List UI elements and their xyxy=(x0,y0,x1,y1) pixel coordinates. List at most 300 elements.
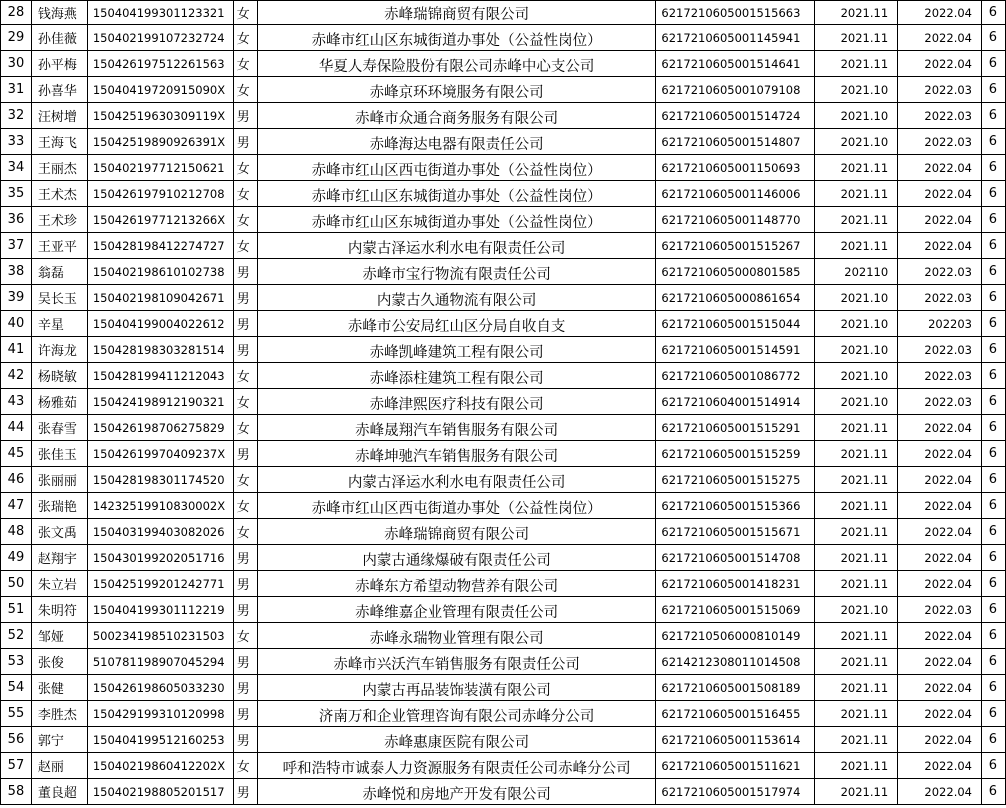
employer-cell: 赤峰晟翔汽车销售服务有限公司 xyxy=(257,415,656,441)
person-name-cell: 赵翔宇 xyxy=(31,545,87,571)
months-cell: 6 xyxy=(981,519,1005,545)
end-month-cell: 2022.03 xyxy=(898,259,982,285)
person-name-cell: 张健 xyxy=(31,675,87,701)
months-cell: 6 xyxy=(981,1,1005,25)
id-number-cell: 510781198907045294 xyxy=(87,649,233,675)
end-month-cell: 2022.04 xyxy=(898,623,982,649)
id-number-cell: 150402198610102738 xyxy=(87,259,233,285)
gender-cell: 女 xyxy=(233,155,257,181)
row-number-cell: 54 xyxy=(1,675,32,701)
bank-account-cell: 6217210506000810149 xyxy=(656,623,815,649)
start-month-cell: 2021.10 xyxy=(815,77,898,103)
row-number-cell: 49 xyxy=(1,545,32,571)
bank-account-cell: 6217210605001514807 xyxy=(656,129,815,155)
table-row xyxy=(1,207,1006,233)
start-month-cell: 2021.11 xyxy=(815,181,898,207)
table-row xyxy=(1,285,1006,311)
table-row xyxy=(1,623,1006,649)
end-month-cell: 2022.04 xyxy=(898,727,982,753)
id-number-cell: 150404199004022612 xyxy=(87,311,233,337)
table-row xyxy=(1,727,1006,753)
start-month-cell: 2021.11 xyxy=(815,675,898,701)
end-month-cell: 2022.04 xyxy=(898,519,982,545)
months-cell: 6 xyxy=(981,623,1005,649)
start-month-cell: 2021.11 xyxy=(815,415,898,441)
bank-account-cell: 6217210605001515267 xyxy=(656,233,815,259)
employer-cell: 内蒙古再品装饰装潢有限公司 xyxy=(257,675,656,701)
id-number-cell: 15040419720915090X xyxy=(87,77,233,103)
months-cell: 6 xyxy=(981,649,1005,675)
bank-account-cell: 6217210605001511621 xyxy=(656,753,815,779)
table-row xyxy=(1,675,1006,701)
id-number-cell: 150424198912190321 xyxy=(87,389,233,415)
employer-cell: 赤峰市红山区东城街道办事处（公益性岗位） xyxy=(257,207,656,233)
end-month-cell: 2022.04 xyxy=(898,233,982,259)
bank-account-cell: 6217210605001145941 xyxy=(656,25,815,51)
months-cell: 6 xyxy=(981,753,1005,779)
gender-cell: 男 xyxy=(233,311,257,337)
start-month-cell: 2021.11 xyxy=(815,519,898,545)
employer-cell: 华夏人寿保险股份有限公司赤峰中心支公司 xyxy=(257,51,656,77)
table-row xyxy=(1,181,1006,207)
row-number-cell: 39 xyxy=(1,285,32,311)
id-number-cell: 14232519910830002X xyxy=(87,493,233,519)
end-month-cell: 2022.04 xyxy=(898,1,982,25)
employer-cell: 内蒙古久通物流有限公司 xyxy=(257,285,656,311)
row-number-cell: 34 xyxy=(1,155,32,181)
end-month-cell: 2022.03 xyxy=(898,337,982,363)
gender-cell: 男 xyxy=(233,545,257,571)
start-month-cell: 2021.11 xyxy=(815,571,898,597)
person-name-cell: 张佳玉 xyxy=(31,441,87,467)
employer-cell: 赤峰海达电器有限责任公司 xyxy=(257,129,656,155)
start-month-cell: 202110 xyxy=(815,259,898,285)
row-number-cell: 32 xyxy=(1,103,32,129)
start-month-cell: 2021.11 xyxy=(815,155,898,181)
id-number-cell: 150426197512261563 xyxy=(87,51,233,77)
bank-account-cell: 6217210605001516455 xyxy=(656,701,815,727)
end-month-cell: 2022.04 xyxy=(898,467,982,493)
months-cell: 6 xyxy=(981,727,1005,753)
months-cell: 6 xyxy=(981,129,1005,155)
employer-cell: 赤峰市红山区东城街道办事处（公益性岗位） xyxy=(257,181,656,207)
months-cell: 6 xyxy=(981,311,1005,337)
row-number-cell: 43 xyxy=(1,389,32,415)
id-number-cell: 150429199310120998 xyxy=(87,701,233,727)
start-month-cell: 2021.10 xyxy=(815,285,898,311)
id-number-cell: 150428199411212043 xyxy=(87,363,233,389)
start-month-cell: 2021.10 xyxy=(815,389,898,415)
id-number-cell: 150425199201242771 xyxy=(87,571,233,597)
bank-account-cell: 6217210605001515069 xyxy=(656,597,815,623)
start-month-cell: 2021.11 xyxy=(815,233,898,259)
bank-account-cell: 6217210605001515275 xyxy=(656,467,815,493)
employer-cell: 赤峰瑞锦商贸有限公司 xyxy=(257,1,656,25)
person-name-cell: 王术珍 xyxy=(31,207,87,233)
table-row xyxy=(1,493,1006,519)
end-month-cell: 2022.03 xyxy=(898,77,982,103)
id-number-cell: 150402197712150621 xyxy=(87,155,233,181)
table-row xyxy=(1,1,1006,25)
person-name-cell: 张瑞艳 xyxy=(31,493,87,519)
bank-account-cell: 6214212308011014508 xyxy=(656,649,815,675)
table-row xyxy=(1,415,1006,441)
gender-cell: 女 xyxy=(233,389,257,415)
end-month-cell: 2022.04 xyxy=(898,571,982,597)
end-month-cell: 2022.04 xyxy=(898,207,982,233)
end-month-cell: 2022.04 xyxy=(898,753,982,779)
person-name-cell: 邹娅 xyxy=(31,623,87,649)
person-name-cell: 孙平梅 xyxy=(31,51,87,77)
person-name-cell: 许海龙 xyxy=(31,337,87,363)
id-number-cell: 150426198605033230 xyxy=(87,675,233,701)
gender-cell: 男 xyxy=(233,675,257,701)
id-number-cell: 150402198805201517 xyxy=(87,779,233,805)
table-row xyxy=(1,103,1006,129)
row-number-cell: 51 xyxy=(1,597,32,623)
id-number-cell: 150404199512160253 xyxy=(87,727,233,753)
employer-cell: 赤峰市公安局红山区分局自收自支 xyxy=(257,311,656,337)
employer-cell: 赤峰市红山区西屯街道办事处（公益性岗位） xyxy=(257,155,656,181)
employer-cell: 赤峰添柱建筑工程有限公司 xyxy=(257,363,656,389)
table-row xyxy=(1,597,1006,623)
row-number-cell: 57 xyxy=(1,753,32,779)
id-number-cell: 15042519630309119X xyxy=(87,103,233,129)
employer-cell: 赤峰凯峰建筑工程有限公司 xyxy=(257,337,656,363)
table-row xyxy=(1,233,1006,259)
start-month-cell: 2021.11 xyxy=(815,207,898,233)
person-name-cell: 张春雪 xyxy=(31,415,87,441)
gender-cell: 女 xyxy=(233,77,257,103)
end-month-cell: 2022.04 xyxy=(898,51,982,77)
person-name-cell: 郭宁 xyxy=(31,727,87,753)
start-month-cell: 2021.10 xyxy=(815,337,898,363)
months-cell: 6 xyxy=(981,467,1005,493)
table-row xyxy=(1,129,1006,155)
months-cell: 6 xyxy=(981,51,1005,77)
row-number-cell: 29 xyxy=(1,25,32,51)
row-number-cell: 52 xyxy=(1,623,32,649)
id-number-cell: 500234198510231503 xyxy=(87,623,233,649)
gender-cell: 男 xyxy=(233,129,257,155)
table-row xyxy=(1,701,1006,727)
row-number-cell: 47 xyxy=(1,493,32,519)
row-number-cell: 58 xyxy=(1,779,32,805)
employer-cell: 济南万和企业管理咨询有限公司赤峰分公司 xyxy=(257,701,656,727)
months-cell: 6 xyxy=(981,233,1005,259)
gender-cell: 男 xyxy=(233,259,257,285)
row-number-cell: 53 xyxy=(1,649,32,675)
employer-cell: 赤峰坤驰汽车销售服务有限公司 xyxy=(257,441,656,467)
bank-account-cell: 6217210605001515259 xyxy=(656,441,815,467)
person-name-cell: 杨晓敏 xyxy=(31,363,87,389)
gender-cell: 男 xyxy=(233,285,257,311)
person-name-cell: 王亚平 xyxy=(31,233,87,259)
table-row xyxy=(1,649,1006,675)
months-cell: 6 xyxy=(981,415,1005,441)
bank-account-cell: 6217210605001515663 xyxy=(656,1,815,25)
person-name-cell: 王丽杰 xyxy=(31,155,87,181)
row-number-cell: 56 xyxy=(1,727,32,753)
person-name-cell: 张俊 xyxy=(31,649,87,675)
row-number-cell: 44 xyxy=(1,415,32,441)
months-cell: 6 xyxy=(981,389,1005,415)
start-month-cell: 2021.11 xyxy=(815,649,898,675)
bank-account-cell: 6217210605001153614 xyxy=(656,727,815,753)
end-month-cell: 2022.04 xyxy=(898,779,982,805)
bank-account-cell: 6217210605000861654 xyxy=(656,285,815,311)
end-month-cell: 2022.04 xyxy=(898,155,982,181)
id-number-cell: 15040219860412202X xyxy=(87,753,233,779)
months-cell: 6 xyxy=(981,779,1005,805)
bank-account-cell: 6217210605001517974 xyxy=(656,779,815,805)
months-cell: 6 xyxy=(981,675,1005,701)
bank-account-cell: 6217210605000801585 xyxy=(656,259,815,285)
gender-cell: 女 xyxy=(233,623,257,649)
employer-cell: 内蒙古泽运水利水电有限责任公司 xyxy=(257,467,656,493)
employer-cell: 赤峰市红山区西屯街道办事处（公益性岗位） xyxy=(257,493,656,519)
employer-cell: 赤峰维嘉企业管理有限责任公司 xyxy=(257,597,656,623)
months-cell: 6 xyxy=(981,259,1005,285)
person-name-cell: 辛星 xyxy=(31,311,87,337)
person-name-cell: 汪树增 xyxy=(31,103,87,129)
gender-cell: 男 xyxy=(233,727,257,753)
table-row xyxy=(1,337,1006,363)
bank-account-cell: 6217210605001514724 xyxy=(656,103,815,129)
gender-cell: 男 xyxy=(233,597,257,623)
bank-account-cell: 6217210605001086772 xyxy=(656,363,815,389)
id-number-cell: 15042519890926391X xyxy=(87,129,233,155)
employer-cell: 赤峰市宝行物流有限责任公司 xyxy=(257,259,656,285)
person-name-cell: 钱海燕 xyxy=(31,1,87,25)
months-cell: 6 xyxy=(981,545,1005,571)
months-cell: 6 xyxy=(981,701,1005,727)
months-cell: 6 xyxy=(981,181,1005,207)
row-number-cell: 33 xyxy=(1,129,32,155)
start-month-cell: 2021.11 xyxy=(815,51,898,77)
person-name-cell: 王海飞 xyxy=(31,129,87,155)
start-month-cell: 2021.11 xyxy=(815,493,898,519)
start-month-cell: 2021.11 xyxy=(815,545,898,571)
end-month-cell: 2022.03 xyxy=(898,129,982,155)
months-cell: 6 xyxy=(981,363,1005,389)
end-month-cell: 2022.03 xyxy=(898,363,982,389)
gender-cell: 男 xyxy=(233,779,257,805)
employer-cell: 赤峰市众通合商务服务有限公司 xyxy=(257,103,656,129)
person-name-cell: 朱明符 xyxy=(31,597,87,623)
months-cell: 6 xyxy=(981,597,1005,623)
id-number-cell: 15042619970409237X xyxy=(87,441,233,467)
start-month-cell: 2021.11 xyxy=(815,701,898,727)
employer-cell: 赤峰悦和房地产开发有限公司 xyxy=(257,779,656,805)
end-month-cell: 2022.03 xyxy=(898,285,982,311)
person-name-cell: 董良超 xyxy=(31,779,87,805)
id-number-cell: 150428198301174520 xyxy=(87,467,233,493)
id-number-cell: 15042619771213266X xyxy=(87,207,233,233)
table-row xyxy=(1,25,1006,51)
end-month-cell: 2022.04 xyxy=(898,649,982,675)
months-cell: 6 xyxy=(981,337,1005,363)
start-month-cell: 2021.10 xyxy=(815,311,898,337)
row-number-cell: 28 xyxy=(1,1,32,25)
table-row xyxy=(1,155,1006,181)
gender-cell: 女 xyxy=(233,467,257,493)
id-number-cell: 150426198706275829 xyxy=(87,415,233,441)
row-number-cell: 50 xyxy=(1,571,32,597)
employer-cell: 呼和浩特市诚泰人力资源服务有限责任公司赤峰分公司 xyxy=(257,753,656,779)
bank-account-cell: 6217210605001150693 xyxy=(656,155,815,181)
end-month-cell: 2022.04 xyxy=(898,545,982,571)
table-row xyxy=(1,753,1006,779)
employer-cell: 赤峰东方希望动物营养有限公司 xyxy=(257,571,656,597)
employer-cell: 赤峰津熙医疗科技有限公司 xyxy=(257,389,656,415)
row-number-cell: 38 xyxy=(1,259,32,285)
start-month-cell: 2021.10 xyxy=(815,597,898,623)
bank-account-cell: 6217210605001514591 xyxy=(656,337,815,363)
id-number-cell: 150428198303281514 xyxy=(87,337,233,363)
person-name-cell: 孙佳薇 xyxy=(31,25,87,51)
gender-cell: 女 xyxy=(233,519,257,545)
months-cell: 6 xyxy=(981,493,1005,519)
gender-cell: 女 xyxy=(233,363,257,389)
gender-cell: 女 xyxy=(233,51,257,77)
row-number-cell: 46 xyxy=(1,467,32,493)
row-number-cell: 42 xyxy=(1,363,32,389)
person-name-cell: 李胜杰 xyxy=(31,701,87,727)
end-month-cell: 2022.04 xyxy=(898,415,982,441)
bank-account-cell: 6217210605001515291 xyxy=(656,415,815,441)
months-cell: 6 xyxy=(981,285,1005,311)
end-month-cell: 2022.04 xyxy=(898,181,982,207)
table-body xyxy=(1,1,1006,805)
table-row xyxy=(1,311,1006,337)
row-number-cell: 35 xyxy=(1,181,32,207)
start-month-cell: 2021.10 xyxy=(815,103,898,129)
employer-cell: 赤峰永瑞物业管理有限公司 xyxy=(257,623,656,649)
id-number-cell: 150426197910212708 xyxy=(87,181,233,207)
start-month-cell: 2021.11 xyxy=(815,25,898,51)
table-row xyxy=(1,389,1006,415)
start-month-cell: 2021.11 xyxy=(815,753,898,779)
employer-cell: 内蒙古泽运水利水电有限责任公司 xyxy=(257,233,656,259)
months-cell: 6 xyxy=(981,103,1005,129)
person-name-cell: 吴长玉 xyxy=(31,285,87,311)
person-name-cell: 翁磊 xyxy=(31,259,87,285)
gender-cell: 男 xyxy=(233,337,257,363)
id-number-cell: 150404199301112219 xyxy=(87,597,233,623)
row-number-cell: 30 xyxy=(1,51,32,77)
end-month-cell: 2022.03 xyxy=(898,389,982,415)
bank-account-cell: 6217210605001514708 xyxy=(656,545,815,571)
bank-account-cell: 6217210605001515044 xyxy=(656,311,815,337)
table-row xyxy=(1,519,1006,545)
id-number-cell: 150430199202051716 xyxy=(87,545,233,571)
person-name-cell: 张丽丽 xyxy=(31,467,87,493)
id-number-cell: 150402198109042671 xyxy=(87,285,233,311)
start-month-cell: 2021.11 xyxy=(815,1,898,25)
end-month-cell: 202203 xyxy=(898,311,982,337)
person-name-cell: 朱立岩 xyxy=(31,571,87,597)
person-name-cell: 赵丽 xyxy=(31,753,87,779)
bank-account-cell: 6217210605001079108 xyxy=(656,77,815,103)
table-row xyxy=(1,571,1006,597)
id-number-cell: 150403199403082026 xyxy=(87,519,233,545)
start-month-cell: 2021.11 xyxy=(815,623,898,649)
gender-cell: 女 xyxy=(233,415,257,441)
gender-cell: 男 xyxy=(233,571,257,597)
gender-cell: 女 xyxy=(233,181,257,207)
months-cell: 6 xyxy=(981,25,1005,51)
table-row xyxy=(1,363,1006,389)
months-cell: 6 xyxy=(981,207,1005,233)
table-row xyxy=(1,545,1006,571)
end-month-cell: 2022.04 xyxy=(898,701,982,727)
person-name-cell: 孙喜华 xyxy=(31,77,87,103)
gender-cell: 男 xyxy=(233,701,257,727)
employer-cell: 赤峰市红山区东城街道办事处（公益性岗位） xyxy=(257,25,656,51)
id-number-cell: 150428198412274727 xyxy=(87,233,233,259)
end-month-cell: 2022.04 xyxy=(898,675,982,701)
row-number-cell: 45 xyxy=(1,441,32,467)
table-row xyxy=(1,441,1006,467)
months-cell: 6 xyxy=(981,571,1005,597)
row-number-cell: 55 xyxy=(1,701,32,727)
table-row xyxy=(1,259,1006,285)
row-number-cell: 37 xyxy=(1,233,32,259)
table-row xyxy=(1,51,1006,77)
table-row xyxy=(1,467,1006,493)
table-row xyxy=(1,779,1006,805)
end-month-cell: 2022.04 xyxy=(898,493,982,519)
gender-cell: 男 xyxy=(233,103,257,129)
start-month-cell: 2021.11 xyxy=(815,467,898,493)
id-number-cell: 150402199107232724 xyxy=(87,25,233,51)
row-number-cell: 41 xyxy=(1,337,32,363)
gender-cell: 女 xyxy=(233,233,257,259)
end-month-cell: 2022.03 xyxy=(898,597,982,623)
employer-cell: 内蒙古通缘爆破有限责任公司 xyxy=(257,545,656,571)
end-month-cell: 2022.03 xyxy=(898,103,982,129)
bank-account-cell: 6217210605001418231 xyxy=(656,571,815,597)
bank-account-cell: 6217210605001515366 xyxy=(656,493,815,519)
gender-cell: 女 xyxy=(233,1,257,25)
start-month-cell: 2021.11 xyxy=(815,779,898,805)
person-name-cell: 杨雅茹 xyxy=(31,389,87,415)
end-month-cell: 2022.04 xyxy=(898,441,982,467)
gender-cell: 女 xyxy=(233,207,257,233)
months-cell: 6 xyxy=(981,77,1005,103)
start-month-cell: 2021.10 xyxy=(815,363,898,389)
row-number-cell: 40 xyxy=(1,311,32,337)
months-cell: 6 xyxy=(981,441,1005,467)
gender-cell: 男 xyxy=(233,441,257,467)
bank-account-cell: 6217210605001514641 xyxy=(656,51,815,77)
gender-cell: 女 xyxy=(233,753,257,779)
row-number-cell: 48 xyxy=(1,519,32,545)
bank-account-cell: 6217210605001148770 xyxy=(656,207,815,233)
gender-cell: 女 xyxy=(233,493,257,519)
row-number-cell: 31 xyxy=(1,77,32,103)
start-month-cell: 2021.11 xyxy=(815,727,898,753)
person-name-cell: 王术杰 xyxy=(31,181,87,207)
table-row xyxy=(1,77,1006,103)
bank-account-cell: 6217210604001514914 xyxy=(656,389,815,415)
row-number-cell: 36 xyxy=(1,207,32,233)
gender-cell: 男 xyxy=(233,649,257,675)
gender-cell: 女 xyxy=(233,25,257,51)
employer-cell: 赤峰京环环境服务有限公司 xyxy=(257,77,656,103)
bank-account-cell: 6217210605001515671 xyxy=(656,519,815,545)
